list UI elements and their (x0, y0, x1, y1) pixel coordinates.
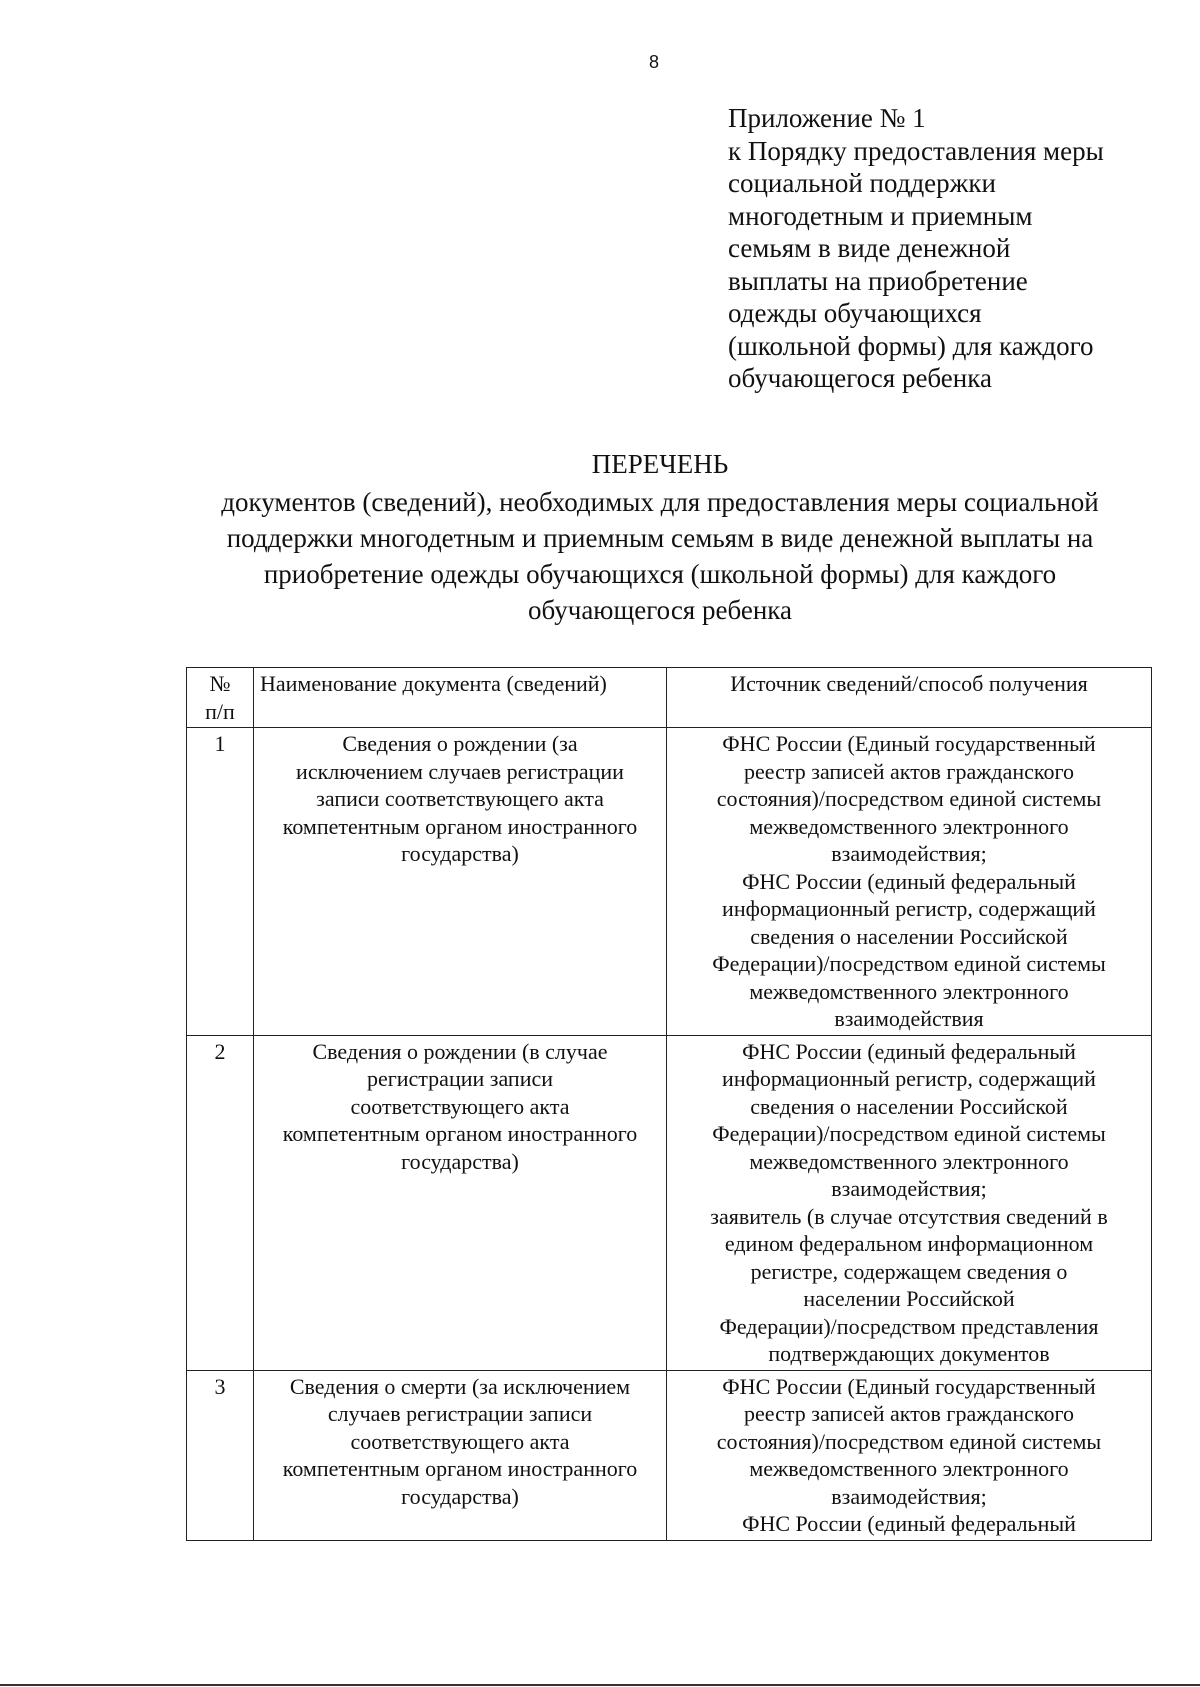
annex-line: (школьной формы) для каждого (728, 330, 1094, 361)
cell-line: межведомственного электронного (749, 1148, 1069, 1174)
annex-line: Приложение № 1 (728, 103, 926, 133)
row-number: 1 (187, 728, 254, 1036)
cell-line: записи соответствующего акта (316, 786, 604, 811)
title-line: обучающегося ребенка (528, 595, 792, 625)
cell-line: компетентным органом иностранного (282, 1456, 638, 1481)
cell-line: межведомственного электронного (749, 978, 1069, 1004)
page-bottom-rule (0, 1684, 1200, 1686)
cell-line: регистре, содержащем сведения о (750, 1258, 1068, 1284)
cell-line: государства) (401, 1148, 519, 1174)
title-heading: ПЕРЕЧЕНЬ (591, 449, 729, 479)
cell-line: регистрации записи (366, 1066, 554, 1091)
cell-line: ФНС России (единый федеральный (742, 868, 1076, 894)
annex-line: выплаты на приобретение (728, 265, 1028, 296)
cell-line: подтверждающих документов (768, 1341, 1050, 1366)
row-document-name (254, 1035, 667, 1370)
cell-line: государства) (401, 1483, 519, 1509)
page-number: 8 (649, 52, 660, 72)
annex-line: семьям в виде денежной (728, 233, 1011, 263)
annex-line: обучающегося ребенка (728, 363, 992, 393)
cell-line: Федерации)/посредством единой системы (712, 1121, 1106, 1146)
cell-line: Сведения о рождении (в случае (312, 1038, 608, 1064)
cell-line: взаимодействия; (831, 841, 987, 866)
cell-line: исключением случаев регистрации (296, 758, 624, 784)
cell-line: состояния)/посредством единой системы (716, 1428, 1102, 1454)
cell-line: Федерации)/посредством единой системы (712, 951, 1106, 976)
row-document-name (254, 1370, 667, 1540)
cell-line: реестр записей актов гражданского (744, 758, 1074, 784)
cell-line: информационный регистр, содержащий (722, 896, 1096, 921)
row-number: 2 (187, 1035, 254, 1370)
table-row (187, 1035, 1152, 1370)
cell-line: межведомственного электронного (749, 1456, 1069, 1481)
cell-line: взаимодействия (834, 1006, 984, 1031)
cell-line: случаев регистрации записи (327, 1401, 593, 1426)
annex-line: социальной поддержки (728, 168, 996, 198)
cell-line: состояния)/посредством единой системы (716, 786, 1102, 811)
documents-table (186, 667, 1152, 1541)
header-source: Источник сведений/способ получения (667, 668, 1152, 728)
cell-line: ФНС России (единый федеральный (742, 1038, 1076, 1064)
row-number: 3 (187, 1370, 254, 1540)
cell-line: соответствующего акта (350, 1428, 570, 1454)
cell-line: компетентным органом иностранного (282, 813, 638, 839)
header-number-line: п/п (205, 698, 235, 724)
row-source (667, 1370, 1152, 1540)
annex-reference (728, 102, 1168, 395)
header-number-line: № (209, 671, 231, 696)
cell-line: ФНС России (Единый государственный (722, 1373, 1096, 1399)
annex-line: многодетным и приемным (728, 200, 1033, 231)
cell-line: сведения о населении Российской (750, 923, 1068, 949)
cell-line: едином федеральном информационном (724, 1231, 1094, 1256)
row-document-name (254, 728, 667, 1036)
header-number (187, 668, 254, 728)
cell-line: государства) (401, 841, 519, 866)
title-line: приобретение одежды обучающихся (школьной формы) для каждого (263, 559, 1057, 589)
cell-line: сведения о населении Российской (750, 1093, 1068, 1119)
row-source (667, 1035, 1152, 1370)
cell-line: реестр записей актов гражданского (744, 1401, 1074, 1426)
cell-line: ФНС России (единый федеральный (742, 1511, 1076, 1536)
title-line: поддержки многодетным и приемным семьям в виде денежной выплаты на (226, 523, 1094, 553)
cell-line: межведомственного электронного (749, 813, 1069, 839)
cell-line: Сведения о рождении (за (342, 731, 578, 756)
cell-line: взаимодействия; (831, 1483, 987, 1509)
table-header-row (187, 668, 1152, 728)
cell-line: заявитель (в случае отсутствия сведений в (710, 1203, 1108, 1229)
table-row (187, 728, 1152, 1036)
cell-line: взаимодействия; (831, 1176, 987, 1201)
table-row (187, 1370, 1152, 1540)
document-title (180, 446, 1140, 628)
cell-line: компетентным органом иностранного (282, 1121, 638, 1146)
annex-line: одежды обучающихся (728, 298, 982, 328)
cell-line: Федерации)/посредством представления (719, 1313, 1099, 1339)
cell-line: Сведения о смерти (за исключением (289, 1373, 631, 1399)
title-line: документов (сведений), необходимых для предоставления меры социальной (221, 487, 1099, 517)
cell-line: соответствующего акта (350, 1093, 570, 1119)
cell-line: населении Российской (803, 1286, 1015, 1311)
cell-line: ФНС России (Единый государственный (722, 731, 1096, 756)
cell-line: информационный регистр, содержащий (722, 1066, 1096, 1091)
annex-line: к Порядку предоставления меры (728, 135, 1104, 166)
row-source (667, 728, 1152, 1036)
header-document-name: Наименование документа (сведений) (254, 668, 667, 728)
